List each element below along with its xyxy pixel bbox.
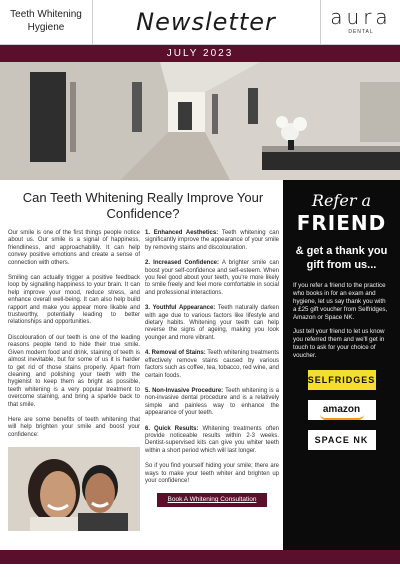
intro-paragraph: Our smile is one of the first things people notice about us. Our smile is a signal of happiness, friendliness, and approachability. It can help convey positive emotions and create a sense of connection with others. — [8, 230, 140, 266]
benefit-item — [145, 230, 279, 252]
issue-date: JULY 2023 — [0, 45, 400, 62]
benefit-title: 5. Non-Invasive Procedure: — [145, 387, 224, 394]
closing-paragraph: So if you find yourself hiding your smile; there are ways to make your teeth whiter and brighten up your confidence! — [145, 463, 279, 484]
couple-illustration — [8, 447, 140, 531]
space-nk-logo: SPACE NK — [308, 430, 376, 450]
practice-name-line1: Teeth Whitening — [10, 9, 82, 20]
newsletter-title: Newsletter — [136, 8, 276, 36]
article-columns — [8, 230, 278, 580]
article-title: Can Teeth Whitening Really Improve Your Confidence? — [22, 190, 264, 221]
practice-name-line2: Hygiene — [27, 22, 65, 33]
smiling-paragraph: Smiling can actually trigger a positive feedback loop by signalling happiness to your brain. It can help improve your mood, reduce stress, and enhance overall well-being. It can also help build rapport and make you appear more likable and trustworthy, potentially leading to better relationships and opportunities. — [8, 275, 140, 326]
friend-heading: FRIEND — [296, 211, 387, 235]
refer-heading: Refer a — [311, 191, 372, 210]
benefit-title: 3. Youthful Appearance: — [145, 305, 216, 312]
benefit-text: Teeth naturally darken with age due to various factors like lifestyle and dietary habits. Whitening your teeth can help reverse the signs of ageing, making you look younger and more vibrant. — [145, 305, 279, 341]
article-column-1 — [8, 230, 140, 531]
hallway-photo — [0, 62, 400, 180]
benefit-title: 2. Increased Confidence: — [145, 260, 220, 267]
selfridges-logo: SELFRIDGES — [308, 370, 376, 390]
benefit-item — [145, 260, 279, 297]
discolouration-paragraph: Discolouration of our teeth is one of the leading reasons people tend to hide their true smile. Given modern food and drink, staining of teeth is almost inevitable, but for some of us it is harder to get rid of those stains properly. Apart from cleaning and polishing your teeth with the hygienist to keep them as bright as possible, teeth whitening is a very popular treatment to overcome staining, and bring a sparkle back to that smile. — [8, 334, 140, 408]
benefit-title: 6. Quick Results: — [145, 425, 199, 432]
benefit-item — [145, 350, 279, 380]
logo-text: aura — [330, 5, 392, 29]
benefit-text: Teeth whitening treatments effectively remove stains caused by various factors such as coffee, tea, tobacco, red wine, and certain foods. — [145, 350, 280, 379]
hallway-illustration — [0, 62, 400, 180]
benefit-text: Teeth whitening is a non-invasive dental procedure and is a relatively simple and painless way to enhance the appearance of your teeth. — [145, 387, 279, 417]
footer-band — [0, 550, 400, 564]
benefit-text: Teeth whitening can significantly improve the appearance of your smile by removing stains and discolouration. — [145, 230, 279, 251]
benefit-item — [145, 305, 279, 342]
referral-details: If you refer a friend to the practice who books in for an exam and hygiene, let us say thank you with a £25 gift voucher from Selfridges, Amazon or Space NK. — [293, 282, 388, 321]
benefit-title: 1. Enhanced Aesthetics: — [145, 230, 219, 236]
aura-dental-logo — [320, 0, 400, 44]
gift-headline: & get a thank you gift from us... — [295, 245, 388, 271]
benefit-title: 4. Removal of Stains: — [145, 350, 206, 357]
refer-a-friend-panel — [283, 180, 400, 550]
article-column-2 — [145, 230, 279, 507]
benefit-text: Whitening treatments often provide noticeable results within 2-3 weeks. Dentist-supervised kits can give you whiter teeth within a short period which will last longer. — [145, 425, 280, 454]
practice-name-block — [0, 0, 93, 44]
logo-subtext: DENTAL — [348, 29, 374, 35]
article-section — [8, 186, 278, 580]
newsletter-title-block — [92, 0, 320, 44]
benefit-item — [145, 426, 279, 456]
benefit-text: A brighter smile can boost your self-confidence and self-esteem. When you feel good about your teeth, you're more likely to smile freely and feel more comfortable in social and professional interactions. — [145, 260, 280, 296]
referral-instructions: Just tell your friend to let us know you referred them and we'll get in touch to ask for your choice of voucher. — [293, 328, 385, 359]
amazon-logo — [308, 400, 376, 420]
benefits-intro-paragraph: Here are some benefits of teeth whitening that will help brighten your smile and boost your confidence: — [8, 416, 140, 438]
newsletter-header — [0, 0, 400, 45]
benefit-item — [145, 388, 279, 418]
book-whitening-consultation-button[interactable]: Book A Whitening Consultation — [157, 493, 267, 507]
smiling-couple-photo — [8, 447, 140, 531]
amazon-logo-text: amazon — [322, 404, 361, 415]
